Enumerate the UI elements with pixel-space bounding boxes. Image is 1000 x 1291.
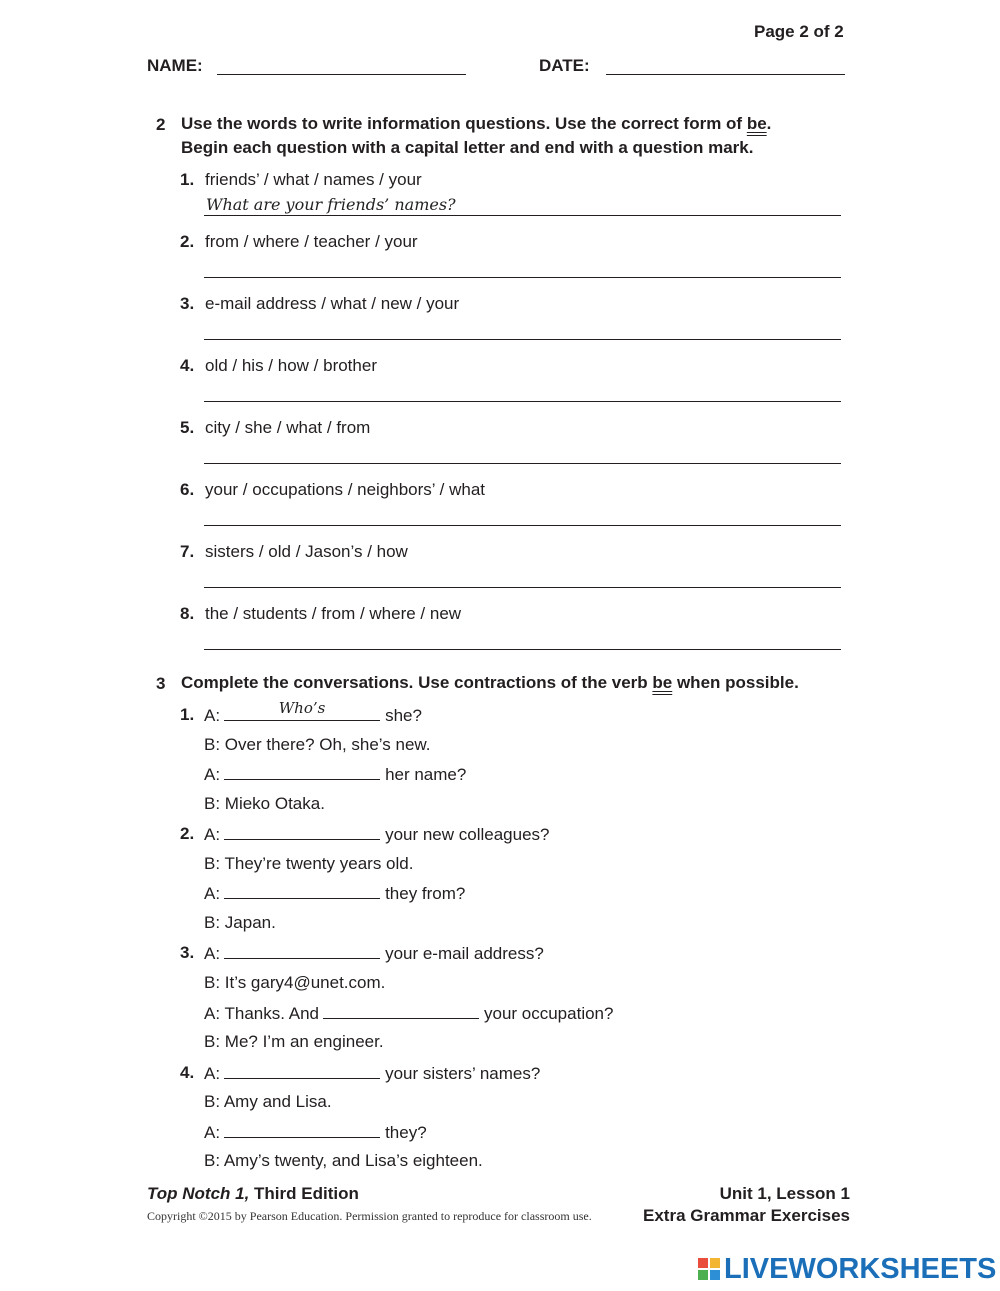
conversation-line	[204, 1063, 540, 1084]
answer-line[interactable]	[204, 525, 841, 526]
blank-field[interactable]	[224, 824, 380, 840]
liveworksheets-text: LIVEWORKSHEETS	[724, 1252, 997, 1285]
item-prompt: city / she / what / from	[205, 418, 371, 437]
item-number: 3.	[180, 294, 195, 313]
speaker-text: B: Me? I’m an engineer.	[204, 1032, 384, 1051]
speaker-text: B: They’re twenty years old.	[204, 854, 414, 873]
handwritten-answer: What are your friends’ names?	[206, 195, 456, 214]
blank-field[interactable]	[224, 699, 380, 721]
item-number: 5.	[180, 418, 195, 437]
section-2-number: 2	[156, 115, 166, 134]
conversation-line	[204, 1122, 427, 1143]
line-continuation: they from?	[385, 884, 466, 903]
conversation-line	[204, 735, 430, 755]
item-number: 6.	[180, 480, 195, 499]
conversation-line	[204, 699, 422, 726]
answer-line[interactable]	[204, 277, 841, 278]
conversation-line	[204, 973, 385, 993]
handwritten-answer: Who’s	[278, 699, 326, 717]
conversation-line	[204, 794, 325, 814]
conversation-line	[204, 824, 550, 845]
name-field[interactable]	[217, 74, 466, 75]
conversation-line	[204, 1151, 483, 1171]
speaker-text: A:	[204, 765, 221, 784]
item-prompt: the / students / from / where / new	[205, 604, 462, 623]
blank-field[interactable]	[224, 943, 380, 959]
conversation-line	[204, 883, 465, 904]
book-title: Top Notch 1, Third Edition	[147, 1184, 359, 1203]
item-number: 1.	[180, 170, 195, 189]
line-continuation: they?	[385, 1123, 427, 1142]
exercise-type: Extra Grammar Exercises	[643, 1206, 850, 1225]
speaker-text: B: Mieko Otaka.	[204, 794, 325, 813]
copyright-text: Copyright ©2015 by Pearson Education. Permission granted to reproduce for classroom use.	[147, 1209, 592, 1223]
section-3-instruction: Complete the conversations. Use contractions of the verb be when possible.	[181, 673, 799, 692]
line-continuation: she?	[385, 706, 422, 725]
item-prompt: old / his / how / brother	[205, 356, 377, 375]
line-continuation: her name?	[385, 765, 467, 784]
answer-line[interactable]	[204, 463, 841, 464]
liveworksheets-logo-icon	[698, 1258, 720, 1280]
speaker-text: A:	[204, 1064, 221, 1083]
item-prompt: your / occupations / neighbors’ / what	[205, 480, 486, 499]
speaker-text: A:	[204, 825, 221, 844]
speaker-text: B: Amy’s twenty, and Lisa’s eighteen.	[204, 1151, 483, 1170]
speaker-text: A:	[204, 706, 221, 725]
speaker-text: A: Thanks. And	[204, 1004, 319, 1023]
line-continuation: your e-mail address?	[385, 944, 544, 963]
liveworksheets-watermark	[698, 1253, 996, 1285]
speaker-text: A:	[204, 1123, 221, 1142]
conversation-number: 2.	[180, 824, 195, 843]
item-prompt: sisters / old / Jason’s / how	[205, 542, 408, 561]
answer-line[interactable]	[204, 649, 841, 650]
item-prompt: e-mail address / what / new / your	[205, 294, 460, 313]
blank-field[interactable]	[224, 1063, 380, 1079]
item-prompt: from / where / teacher / your	[205, 232, 418, 251]
conversation-line	[204, 913, 276, 933]
item-number: 7.	[180, 542, 195, 561]
blank-field[interactable]	[224, 764, 380, 780]
answer-line[interactable]	[204, 339, 841, 340]
speaker-text: B: Amy and Lisa.	[204, 1092, 332, 1111]
section-2-instruction: Use the words to write information questions. Use the correct form of be. Begin each question with a capital letter and end with a question mark.	[181, 114, 772, 157]
line-continuation: your new colleagues?	[385, 825, 550, 844]
speaker-text: B: Japan.	[204, 913, 276, 932]
conversation-line	[204, 854, 413, 874]
speaker-text: B: Over there? Oh, she’s new.	[204, 735, 431, 754]
conversation-number: 3.	[180, 943, 195, 962]
line-continuation: your occupation?	[483, 1004, 614, 1023]
conversation-number: 4.	[180, 1063, 195, 1082]
speaker-text: A:	[204, 884, 221, 903]
speaker-text: A:	[204, 944, 221, 963]
conversation-line	[204, 943, 544, 964]
item-number: 8.	[180, 604, 195, 623]
section-3-number: 3	[156, 674, 166, 693]
item-number: 2.	[180, 232, 195, 251]
answer-line[interactable]	[204, 587, 841, 588]
blank-field[interactable]	[224, 883, 380, 899]
item-prompt: friends’ / what / names / your	[205, 170, 422, 189]
name-label: NAME:	[147, 56, 203, 75]
conversation-line	[204, 1003, 613, 1024]
date-field[interactable]	[606, 74, 845, 75]
conversation-number: 1.	[180, 705, 195, 724]
blank-field[interactable]	[224, 1122, 380, 1138]
blank-field[interactable]	[323, 1003, 479, 1019]
page-number: Page 2 of 2	[754, 22, 844, 41]
answer-line[interactable]	[204, 215, 841, 216]
answer-line[interactable]	[204, 401, 841, 402]
unit-lesson: Unit 1, Lesson 1	[719, 1184, 850, 1203]
date-label: DATE:	[539, 56, 590, 75]
conversation-line	[204, 1032, 384, 1052]
conversation-line	[204, 1092, 332, 1112]
speaker-text: B: It’s gary4@unet.com.	[204, 973, 386, 992]
item-number: 4.	[180, 356, 195, 375]
line-continuation: your sisters’ names?	[385, 1064, 541, 1083]
conversation-line	[204, 764, 466, 785]
